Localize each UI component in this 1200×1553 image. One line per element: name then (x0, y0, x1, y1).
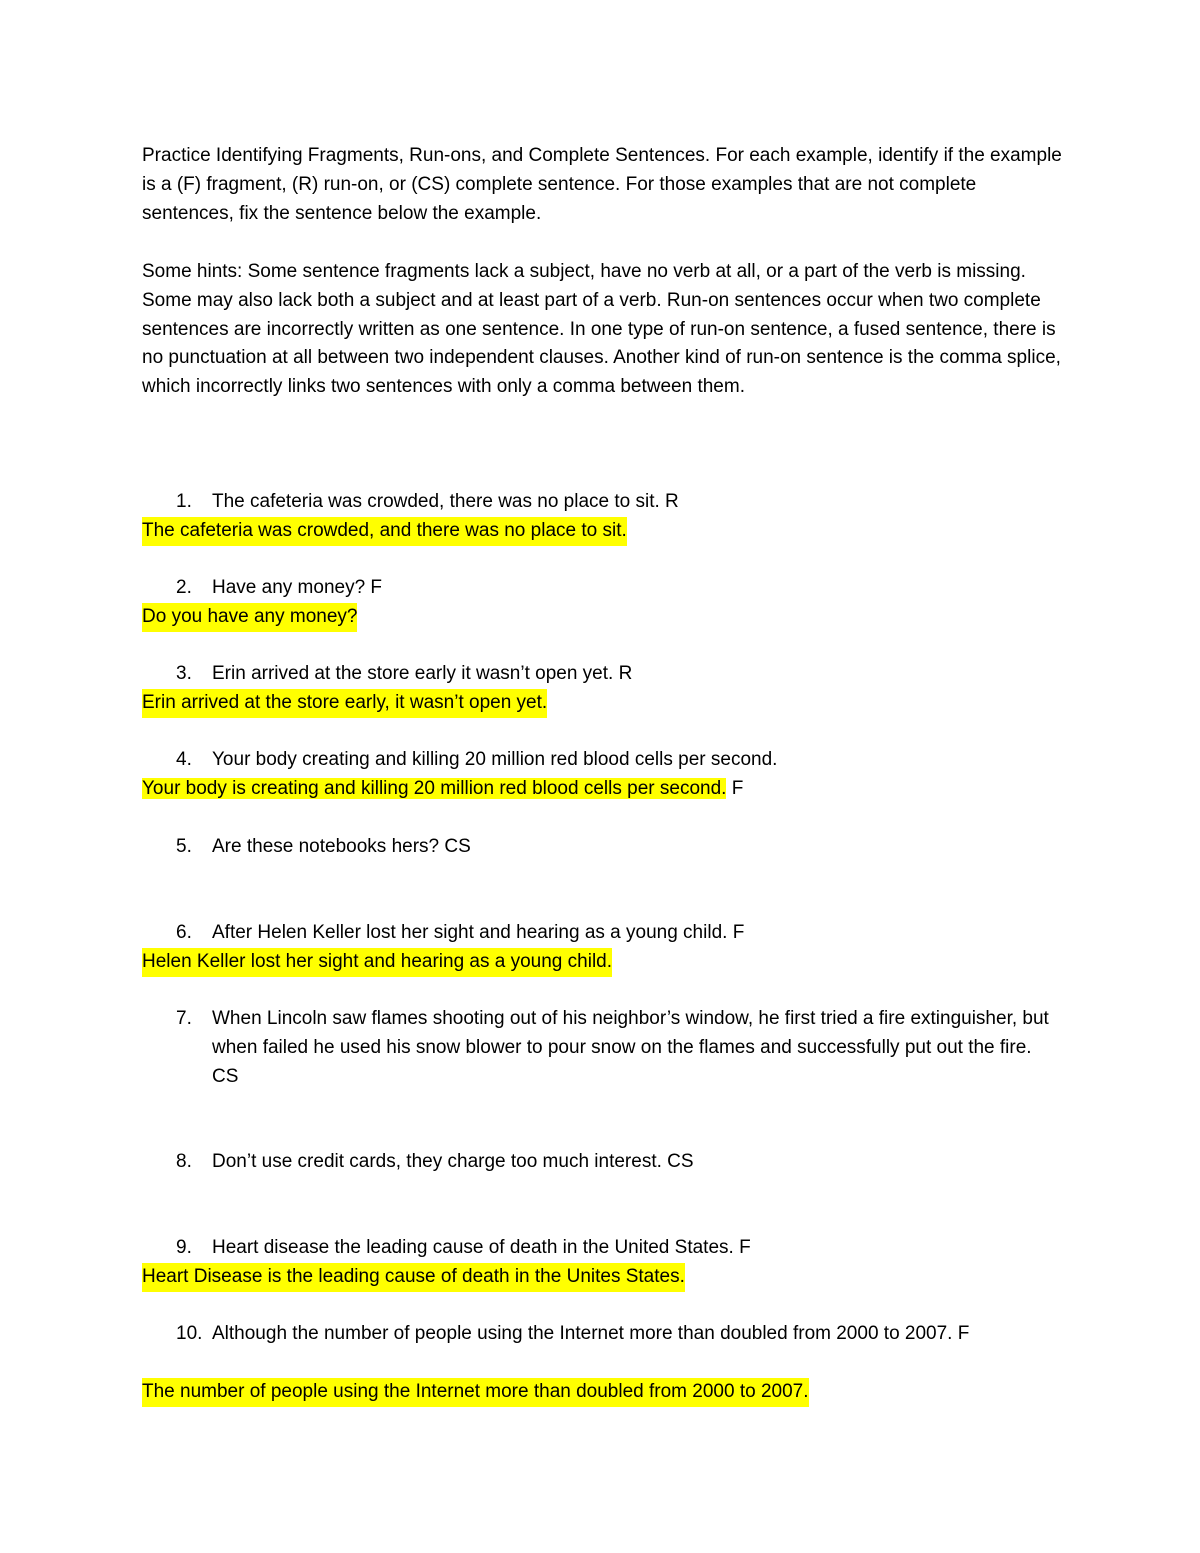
instructions-paragraph: Practice Identifying Fragments, Run-ons, and Complete Sentences. For each example, identify if the example is a (F) fragment, (R) run-on, or (CS) complete sentence. For those examples that are not complete sentences, fix the sentence below the example. (142, 145, 1062, 224)
item-correction: Erin arrived at the store early, it wasn’t open yet. (142, 689, 547, 718)
item-sentence: Are these notebooks hers? CS (212, 836, 471, 857)
item-sentence: Have any money? F (212, 577, 383, 598)
item-correction: Do you have any money? (142, 603, 357, 632)
item-number: 10. (176, 1323, 203, 1344)
item-number: 2. (176, 577, 192, 598)
item-correction-label: F (726, 778, 744, 799)
item-sentence: After Helen Keller lost her sight and hearing as a young child. F (212, 922, 745, 943)
item-sentence: Heart disease the leading cause of death in the United States. F (212, 1237, 751, 1258)
item-sentence: The cafeteria was crowded, there was no place to sit. R (212, 491, 679, 512)
item-correction: The cafeteria was crowded, and there was no place to sit. (142, 517, 627, 546)
item-number: 5. (176, 836, 192, 857)
item-number: 8. (176, 1151, 192, 1172)
item-correction: Your body is creating and killing 20 million red blood cells per second. (142, 778, 727, 799)
item-correction: The number of people using the Internet more than doubled from 2000 to 2007. (142, 1378, 809, 1407)
item-correction: Heart Disease is the leading cause of death in the Unites States. (142, 1263, 685, 1292)
item-number: 9. (176, 1237, 192, 1258)
item-number: 4. (176, 749, 192, 770)
item-sentence: Your body creating and killing 20 million red blood cells per second. (212, 749, 778, 770)
item-sentence: Don’t use credit cards, they charge too much interest. CS (212, 1151, 694, 1172)
item-number: 1. (176, 491, 192, 512)
item-correction: Helen Keller lost her sight and hearing as a young child. (142, 948, 612, 977)
item-correction-line (142, 775, 743, 804)
item-sentence: Erin arrived at the store early it wasn’t open yet. R (212, 663, 633, 684)
item-number: 3. (176, 663, 192, 684)
item-number: 6. (176, 922, 192, 943)
item-sentence: When Lincoln saw flames shooting out of his neighbor’s window, he first tried a fire extinguisher, but when failed he used his snow blower to pour snow on the flames and successfully put out the fire. CS (212, 1008, 1049, 1087)
hints-paragraph: Some hints: Some sentence fragments lack a subject, have no verb at all, or a part of the verb is missing. Some may also lack both a subject and at least part of a verb. Run-on sentences occur when two complete sentences are incorrectly written as one sentence. In one type of run-on sentence, a fused sentence, there is no punctuation at all between two independent clauses. Another kind of run-on sentence is the comma splice, which incorrectly links two sentences with only a comma between them. (142, 261, 1061, 398)
item-sentence: Although the number of people using the Internet more than doubled from 2000 to 2007. F (212, 1323, 970, 1344)
item-number: 7. (176, 1008, 192, 1029)
